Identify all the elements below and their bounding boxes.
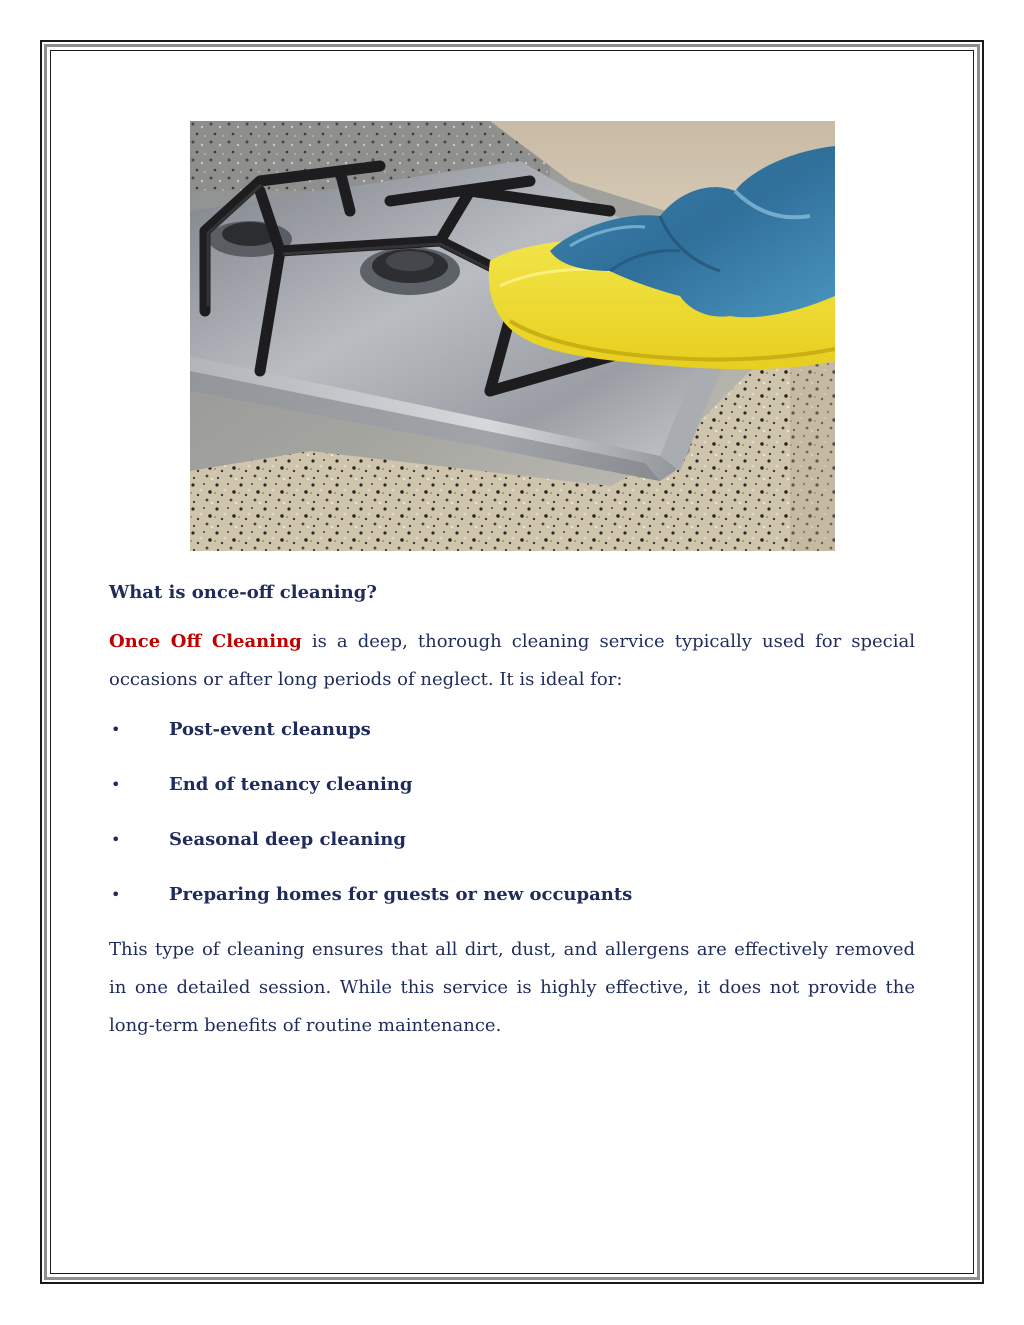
list-item <box>109 715 915 745</box>
stove-cleaning-illustration <box>190 121 835 551</box>
list-item <box>109 880 915 910</box>
list-item <box>109 825 915 855</box>
list-item-text: End of tenancy cleaning <box>169 774 413 795</box>
bullet-icon: • <box>111 775 121 794</box>
intro-text: is a deep, thorough cleaning service typically used for special occasions or after long periods of neglect. It is ideal for: <box>109 631 915 690</box>
bullet-icon: • <box>111 885 121 904</box>
section-heading: What is once-off cleaning? <box>109 582 377 603</box>
use-case-list <box>109 715 915 910</box>
article-body <box>109 578 915 1045</box>
stove-cleaning-photo <box>190 121 835 551</box>
service-name-highlight: Once Off Cleaning <box>109 631 302 652</box>
intro-paragraph <box>109 623 915 699</box>
bullet-icon: • <box>111 720 121 739</box>
bullet-icon: • <box>111 830 121 849</box>
list-item-text: Seasonal deep cleaning <box>169 829 406 850</box>
closing-paragraph: This type of cleaning ensures that all dirt, dust, and allergens are effectively removed in one detailed session. While this service is highly effective, it does not provide the long-term benefits of routine maintenance. <box>109 939 915 1036</box>
list-item-text: Post-event cleanups <box>169 719 371 740</box>
list-item-text: Preparing homes for guests or new occupants <box>169 884 633 905</box>
list-item <box>109 770 915 800</box>
